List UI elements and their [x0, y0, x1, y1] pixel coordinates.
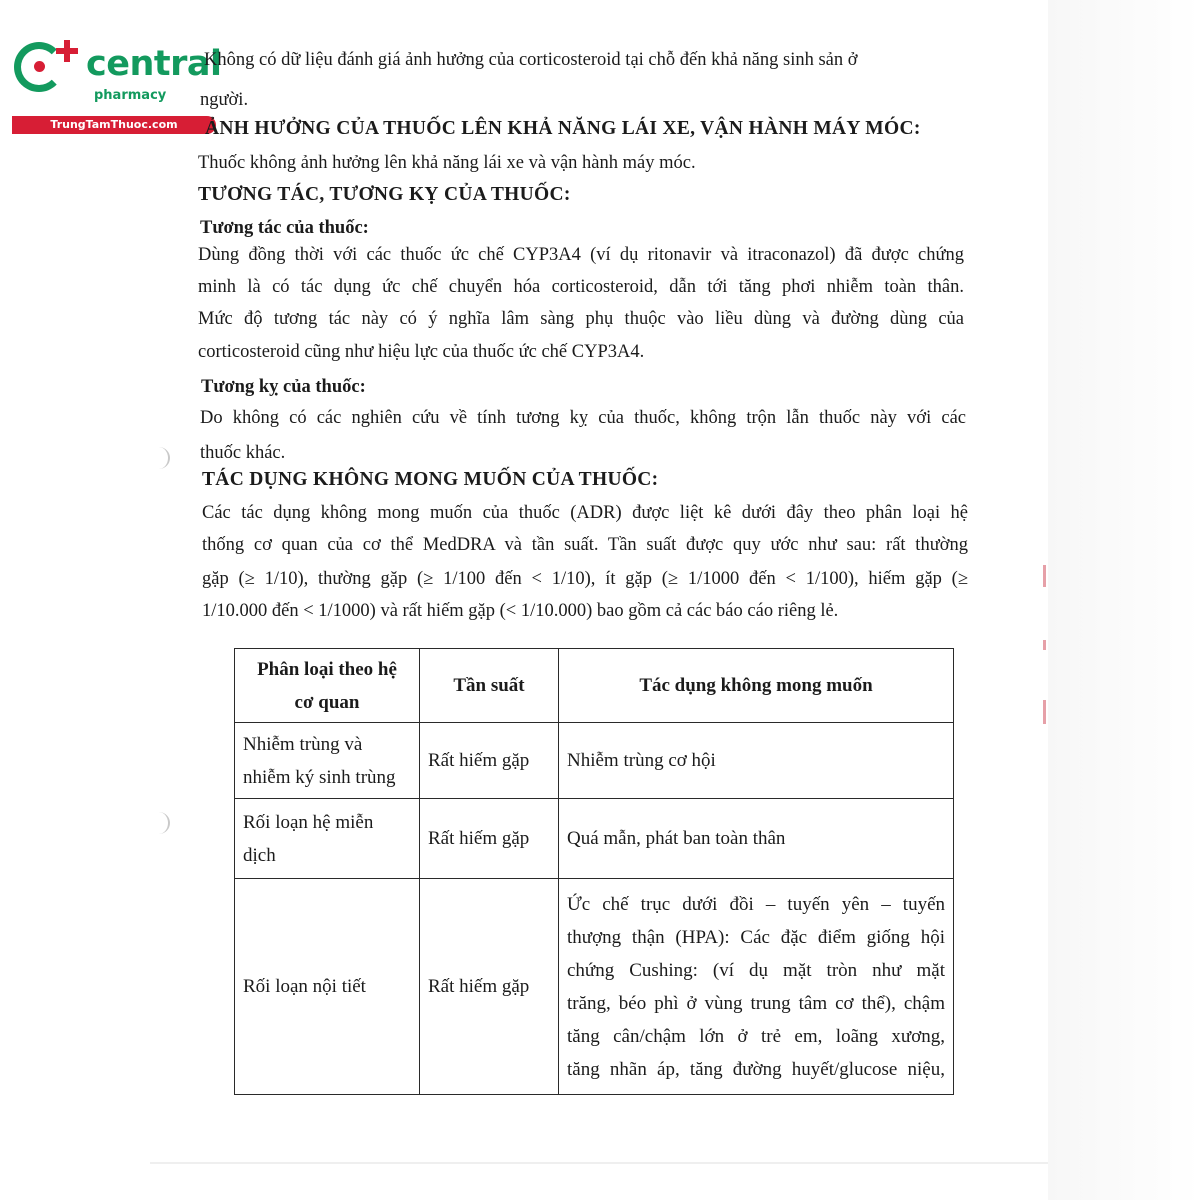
section-heading-interactions: TƯƠNG TÁC, TƯƠNG KỴ CỦA THUỐC:: [198, 184, 571, 205]
logo-dot-icon: [34, 61, 45, 72]
cell-text: nhiễm ký sinh trùng: [243, 766, 396, 788]
paragraph-line: 1/10.000 đến < 1/1000) và rất hiếm gặp (< 1/10.000) bao gồm cả các báo cáo riêng lẻ.: [202, 601, 839, 621]
logo-subtitle: pharmacy: [94, 88, 167, 103]
paragraph-line: thống cơ quan của cơ thể MedDRA và tần suất. Tần suất được quy ước như sau: rất thường: [202, 535, 968, 555]
paragraph-line: Thuốc không ảnh hưởng lên khả năng lái xe và vận hành máy móc.: [198, 153, 696, 173]
section-heading-driving: ẢNH HƯỞNG CỦA THUỐC LÊN KHẢ NĂNG LÁI XE, VẬN HÀNH MÁY MÓC:: [205, 118, 921, 139]
paragraph-line: Không có dữ liệu đánh giá ảnh hưởng của corticosteroid tại chỗ đến khả năng sinh sản ở: [204, 50, 858, 70]
table-header-row: [235, 649, 954, 723]
paragraph-line: thuốc khác.: [200, 443, 286, 463]
header-text: Phân loại theo hệ: [257, 658, 397, 680]
medical-cross-icon: [56, 40, 78, 62]
frequency-cell: Rất hiếm gặp: [420, 879, 559, 1095]
adverse-effect-cell: Nhiễm trùng cơ hội: [559, 723, 954, 799]
paragraph-line: minh là có tác dụng ức chế chuyển hóa corticosteroid, dẫn tới tăng phơi nhiễm toàn thân.: [198, 277, 964, 297]
frequency-cell: Rất hiếm gặp: [420, 799, 559, 879]
header-frequency: Tần suất: [420, 649, 559, 723]
cell-text-line: thượng thận (HPA): Các đặc điểm giống hội: [567, 926, 945, 948]
organ-class-cell: [235, 799, 420, 879]
logo-brand-name: central: [86, 44, 222, 84]
cell-text-line: trăng, béo phì ở vùng trung tâm cơ thể), chậm: [567, 992, 945, 1014]
frequency-cell: Rất hiếm gặp: [420, 723, 559, 799]
table-row: [235, 879, 954, 1095]
table-row: [235, 723, 954, 799]
scan-shadow: [1048, 0, 1200, 1200]
scan-edge: [150, 1162, 1048, 1164]
paragraph-line: corticosteroid cũng như hiệu lực của thuốc ức chế CYP3A4.: [198, 342, 645, 362]
header-text: cơ quan: [294, 691, 360, 713]
paragraph-line: Dùng đồng thời với các thuốc ức chế CYP3A4 (ví dụ ritonavir và itraconazol) đã được chứng: [198, 245, 964, 265]
punch-hole-mark: [150, 447, 170, 469]
cell-text: Rối loạn hệ miễn: [243, 811, 374, 833]
subheading-incompatibilities: Tương kỵ của thuốc:: [201, 377, 366, 397]
cell-text-line: chứng Cushing: (ví dụ mặt tròn như mặt: [567, 959, 945, 981]
central-pharmacy-logo: [8, 36, 223, 136]
header-adverse-effect: Tác dụng không mong muốn: [559, 649, 954, 723]
paragraph-line: Do không có các nghiên cứu về tính tương kỵ của thuốc, không trộn lẫn thuốc này với các: [200, 408, 966, 428]
organ-class-cell: [235, 723, 420, 799]
paragraph-line: Các tác dụng không mong muốn của thuốc (ADR) được liệt kê dưới đây theo phân loại hệ: [202, 503, 968, 523]
cell-text-line: Ức chế trục dưới đồi – tuyến yên – tuyến: [567, 893, 945, 915]
section-heading-adverse-effects: TÁC DỤNG KHÔNG MONG MUỐN CỦA THUỐC:: [202, 469, 659, 490]
punch-hole-mark: [150, 812, 170, 834]
cell-text: dịch: [243, 844, 276, 866]
cell-text: Nhiễm trùng và: [243, 733, 363, 755]
cell-text-line: tăng cân/chậm lớn ở trẻ em, loãng xương,: [567, 1025, 945, 1047]
scan-mark: [1043, 700, 1046, 724]
table-row: [235, 799, 954, 879]
adverse-effect-cell: Quá mẫn, phát ban toàn thân: [559, 799, 954, 879]
paragraph-line: người.: [200, 90, 249, 110]
cell-text-line: tăng nhãn áp, tăng đường huyết/glucose niệu,: [567, 1058, 945, 1080]
adverse-effects-table: [234, 648, 954, 1095]
adverse-effect-cell: [559, 879, 954, 1095]
organ-class-cell: Rối loạn nội tiết: [235, 879, 420, 1095]
subheading-interactions: Tương tác của thuốc:: [200, 218, 369, 238]
scan-mark: [1043, 565, 1046, 587]
header-organ-class: [235, 649, 420, 723]
paragraph-line: Mức độ tương tác này có ý nghĩa lâm sàng phụ thuộc vào liều dùng và đường dùng của: [198, 309, 964, 329]
paragraph-line: gặp (≥ 1/10), thường gặp (≥ 1/100 đến < 1/10), ít gặp (≥ 1/1000 đến < 1/100), hiếm gặp (≥: [202, 569, 968, 589]
logo-website: TrungTamThuoc.com: [12, 116, 216, 134]
scan-mark: [1043, 640, 1046, 650]
